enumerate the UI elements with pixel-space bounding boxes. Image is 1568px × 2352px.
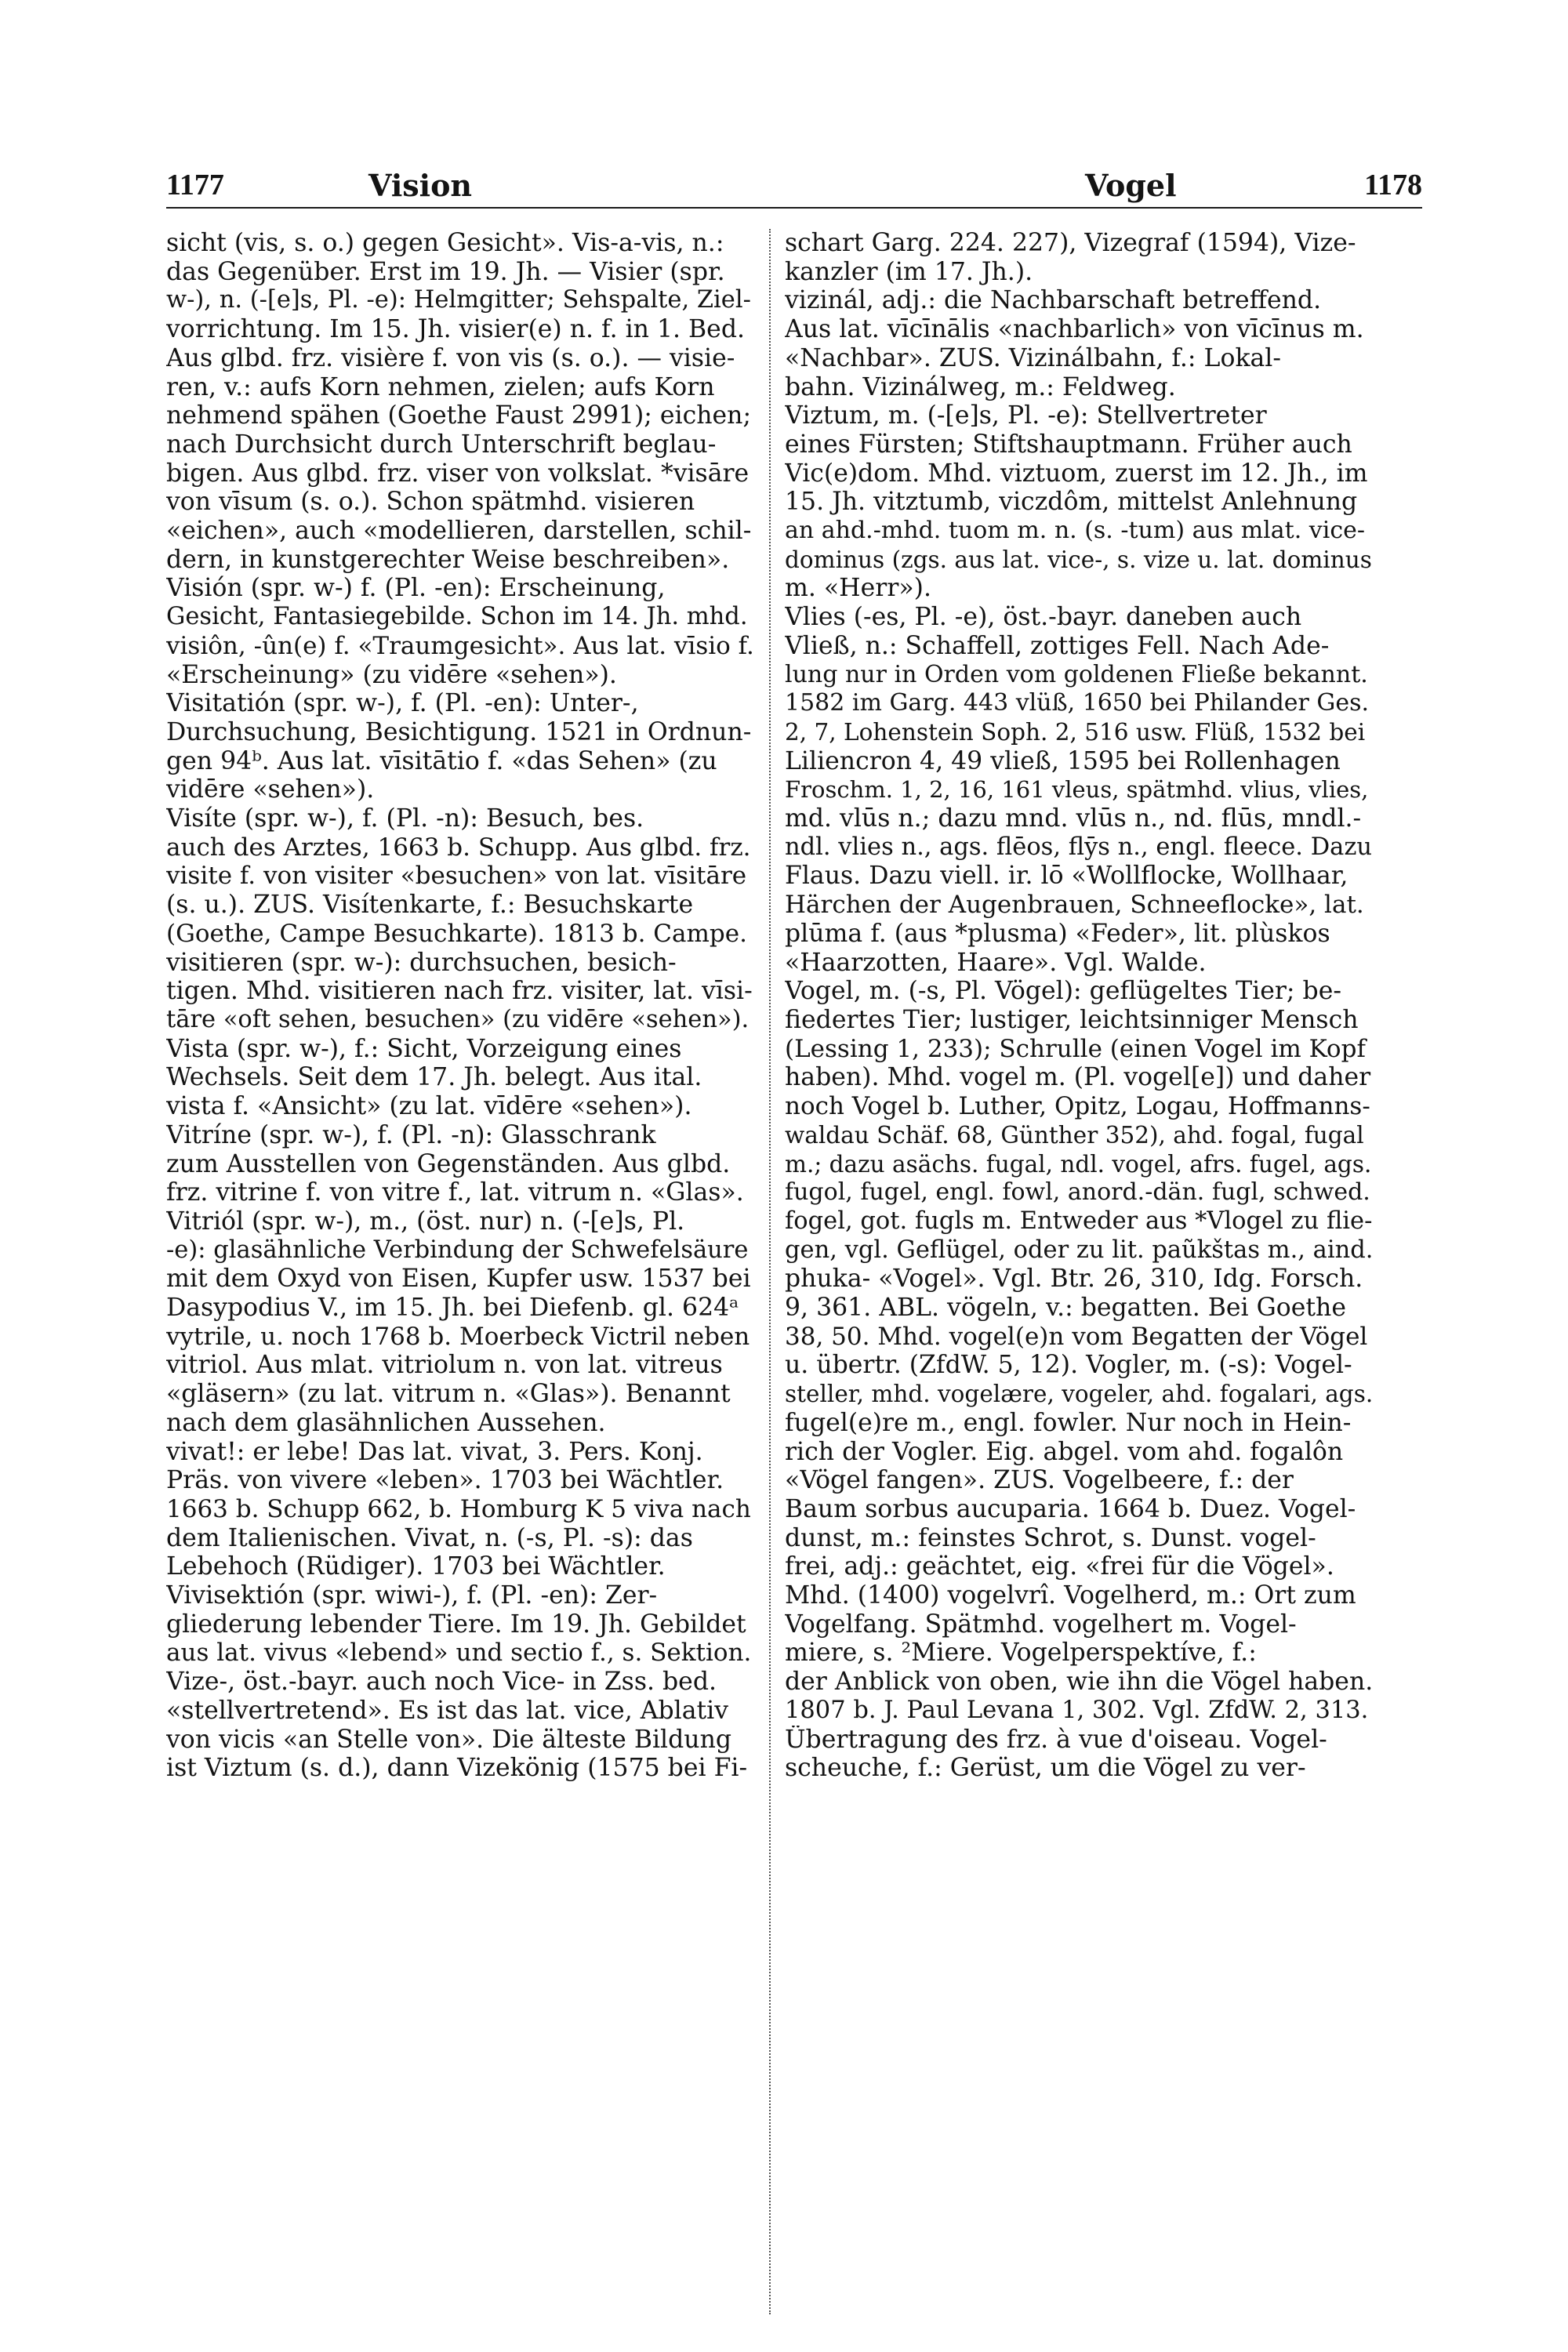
left-column-line: Vista (spr. w-), f.: Sicht, Vorzeigung eines	[166, 1034, 682, 1063]
left-column-line: Wechsels. Seit dem 17. Jh. belegt. Aus ital.	[166, 1063, 702, 1092]
left-column-line: -e): glasähnliche Verbindung der Schwefelsäure	[166, 1236, 749, 1264]
right-column-line: plūma f. (aus *plusma) «Feder», lit. plùskos	[785, 919, 1330, 948]
right-column-line: dunst, m.: feinstes Schrot, s. Dunst. vogel-	[785, 1523, 1316, 1552]
left-column-line: nach dem glasähnlichen Aussehen.	[166, 1408, 606, 1437]
right-column-line: gen, vgl. Geflügel, oder zu lit. paũkštas m., aind.	[785, 1236, 1373, 1264]
left-column-line: visiôn, -ûn(e) f. «Traumgesicht». Aus lat. vīsio f.	[166, 631, 754, 660]
left-column-line: vorrichtung. Im 15. Jh. visier(e) n. f. in 1. Bed.	[166, 315, 746, 344]
left-column-line: Vitriól (spr. w-), m., (öst. nur) n. (-[e]s, Pl.	[166, 1207, 685, 1236]
left-column-line: vista f. «Ansicht» (zu lat. vīdēre «sehen»).	[166, 1092, 692, 1121]
right-column-line: «Nachbar». ZUS. Vizinálbahn, f.: Lokal-	[785, 343, 1282, 372]
right-column-line: Übertragung des frz. à vue d'oiseau. Vogel-	[785, 1725, 1327, 1754]
right-column-line: Vließ, n.: Schaffell, zottiges Fell. Nach Ade-	[785, 631, 1330, 660]
left-page-number: 1177	[166, 169, 224, 201]
right-column-line: vizinál, adj.: die Nachbarschaft betreffend.	[785, 286, 1322, 315]
left-column-line: ren, v.: aufs Korn nehmen, zielen; aufs Korn	[166, 372, 715, 401]
right-column-line: waldau Schäf. 68, Günther 352), ahd. fogal, fugal	[785, 1121, 1364, 1149]
right-column-line: phuka- «Vogel». Vgl. Btr. 26, 310, Idg. Forsch.	[785, 1265, 1363, 1294]
right-column-line: Vogel, m. (-s, Pl. Vögel): geflügeltes Tier; be-	[785, 977, 1341, 1006]
left-column-line: von vicis «an Stelle von». Die älteste Bildung	[166, 1725, 732, 1754]
left-column-line: sicht (vis, s. o.) gegen Gesicht». Vis-a-vis, n.:	[166, 229, 724, 257]
right-column-line: frei, adj.: geächtet, eig. «frei für die Vögel».	[785, 1552, 1334, 1581]
left-column-line: aus lat. vivus «lebend» und sectio f., s. Sektion.	[166, 1639, 752, 1668]
right-column-line: 1807 b. J. Paul Levana 1, 302. Vgl. ZfdW. 2, 313.	[785, 1696, 1369, 1724]
left-column-line: nach Durchsicht durch Unterschrift beglau-	[166, 430, 717, 459]
left-column-line: «eichen», auch «modellieren, darstellen, schil-	[166, 517, 752, 546]
left-column-line: von vīsum (s. o.). Schon spätmhd. visieren	[166, 488, 695, 517]
left-column-line: frz. vitrine f. von vitre f., lat. vitrum n. «Glas».	[166, 1178, 744, 1207]
left-column-line: w-), n. (-[e]s, Pl. -e): Helmgitter; Sehspalte, Ziel-	[166, 286, 751, 314]
right-column-line: miere, s. ²Miere. Vogelperspektíve, f.:	[785, 1639, 1257, 1668]
left-column-line: Visión (spr. w-) f. (Pl. -en): Erscheinung,	[166, 574, 666, 603]
left-column-line: 1663 b. Schupp 662, b. Homburg K 5 viva nach	[166, 1494, 751, 1523]
left-column-line: Gesicht, Fantasiegebilde. Schon im 14. Jh. mhd.	[166, 603, 748, 631]
left-column-line: dem Italienischen. Vivat, n. (-s, Pl. -s): das	[166, 1523, 693, 1552]
right-column-line: m.; dazu asächs. fugal, ndl. vogel, afrs. fugel, ags.	[785, 1150, 1372, 1178]
left-column	[166, 229, 754, 1783]
right-column-line: an ahd.-mhd. tuom m. n. (s. -tum) aus mlat. vice-	[785, 517, 1366, 545]
right-column-line: Vlies (-es, Pl. -e), öst.-bayr. daneben auch	[785, 603, 1302, 632]
right-column-line: m. «Herr»).	[785, 574, 931, 603]
left-column-line: «stellvertretend». Es ist das lat. vice, Ablativ	[166, 1696, 729, 1725]
left-column-line: gen 94ᵇ. Aus lat. vīsitātio f. «das Sehen» (zu	[166, 746, 717, 775]
right-column-line: Liliencron 4, 49 vließ, 1595 bei Rollenhagen	[785, 746, 1341, 775]
right-column-line: Mhd. (1400) vogelvrî. Vogelherd, m.: Ort zum	[785, 1581, 1356, 1610]
left-column-line: Vivisektión (spr. wiwi-), f. (Pl. -en): Zer-	[166, 1581, 658, 1610]
right-column-line: 2, 7, Lohenstein Soph. 2, 516 usw. Flüß, 1532 bei	[785, 718, 1366, 746]
left-column-line: visitieren (spr. w-): durchsuchen, besich-	[166, 948, 677, 977]
right-column-line: u. übertr. (ZfdW. 5, 12). Vogler, m. (-s): Vogel-	[785, 1351, 1352, 1380]
left-column-line: Präs. von vivere «leben». 1703 bei Wächtler.	[166, 1466, 724, 1495]
left-column-line: das Gegenüber. Erst im 19. Jh. — Visier (spr.	[166, 257, 725, 286]
right-column-line: fiedertes Tier; lustiger, leichtsinniger Mensch	[785, 1005, 1359, 1034]
left-column-line: «Erscheinung» (zu vidēre «sehen»).	[166, 660, 617, 689]
right-column-line: bahn. Vizinálweg, m.: Feldweg.	[785, 372, 1176, 401]
right-column-line: (Lessing 1, 233); Schrulle (einen Vogel im Kopf	[785, 1034, 1366, 1063]
left-column-line: Dasypodius V., im 15. Jh. bei Diefenb. gl. 624ᵃ	[166, 1294, 739, 1323]
right-column-line: kanzler (im 17. Jh.).	[785, 257, 1033, 286]
right-guide-word: Vogel	[1085, 168, 1177, 203]
left-column-line: Vitríne (spr. w-), f. (Pl. -n): Glasschrank	[166, 1120, 656, 1149]
right-column-line: lung nur in Orden vom goldenen Fließe bekannt.	[785, 660, 1368, 688]
right-page-number: 1178	[1364, 169, 1422, 201]
left-column-line: vitriol. Aus mlat. vitriolum n. von lat. vitreus	[166, 1351, 723, 1380]
right-column-line: fugel(e)re m., engl. fowler. Nur noch in Hein-	[785, 1408, 1352, 1437]
left-column-line: vidēre «sehen»).	[166, 775, 375, 804]
right-column-line: md. vlūs n.; dazu mnd. vlūs n., nd. flūs, mndl.-	[785, 804, 1362, 833]
right-column-line: Vogelfang. Spätmhd. vogelhert m. Vogel-	[785, 1610, 1297, 1639]
right-column-line: «Haarzotten, Haare». Vgl. Walde.	[785, 948, 1207, 977]
right-column-line: rich der Vogler. Eig. abgel. vom ahd. fogalôn	[785, 1437, 1344, 1466]
left-column-line: Lebehoch (Rüdiger). 1703 bei Wächtler.	[166, 1552, 666, 1581]
left-column-line: Durchsuchung, Besichtigung. 1521 in Ordnun-	[166, 717, 752, 746]
left-column-line: dern, in kunstgerechter Weise beschreiben».	[166, 545, 730, 574]
right-column-line: haben). Mhd. vogel m. (Pl. vogel[e]) und daher	[785, 1063, 1371, 1092]
left-column-line: «gläsern» (zu lat. vitrum n. «Glas»). Benannt	[166, 1380, 731, 1409]
right-column	[785, 229, 1373, 1783]
left-column-line: (s. u.). ZUS. Visítenkarte, f.: Besuchskarte	[166, 891, 694, 920]
right-column-line: ndl. vlies n., ags. flēos, flȳs n., engl. fleece. Dazu	[785, 833, 1373, 861]
left-column-line: auch des Arztes, 1663 b. Schupp. Aus glbd. frz.	[166, 833, 751, 862]
left-column-line: tigen. Mhd. visitieren nach frz. visiter, lat. vīsi-	[166, 977, 753, 1006]
left-column-line: tāre «oft sehen, besuchen» (zu vidēre «sehen»).	[166, 1005, 750, 1033]
right-column-line: 38, 50. Mhd. vogel(e)n vom Begatten der Vögel	[785, 1322, 1368, 1351]
right-column-line: fugol, fugel, engl. fowl, anord.-dän. fugl, schwed.	[785, 1178, 1370, 1207]
right-column-line: Froschm. 1, 2, 16, 161 vleus, spätmhd. vlius, vlies,	[785, 776, 1369, 804]
left-column-line: bigen. Aus glbd. frz. viser von volkslat. *visāre	[166, 459, 750, 488]
right-column-line: Härchen der Augenbrauen, Schneeflocke», lat.	[785, 891, 1364, 920]
left-column-line: vivat!: er lebe! Das lat. vivat, 3. Pers. Konj.	[166, 1437, 703, 1466]
right-column-line: Vic(e)dom. Mhd. viztuom, zuerst im 12. Jh., im	[785, 459, 1368, 488]
right-column-line: 9, 361. ABL. vögeln, v.: begatten. Bei Goethe	[785, 1294, 1346, 1323]
left-column-line: vytrile, u. noch 1768 b. Moerbeck Victril neben	[166, 1322, 750, 1351]
column-divider	[769, 229, 771, 2314]
left-column-line: Aus glbd. frz. visière f. von vis (s. o.). — visie-	[166, 343, 735, 372]
left-guide-word: Vision	[368, 168, 473, 203]
left-column-line: ist Viztum (s. d.), dann Vizekönig (1575 bei Fi-	[166, 1754, 748, 1783]
right-column-line: 15. Jh. vitztumb, viczdôm, mittelst Anlehnung	[785, 488, 1358, 517]
left-column-line: Visitatión (spr. w-), f. (Pl. -en): Unter-,	[166, 689, 639, 718]
left-column-line: nehmend spähen (Goethe Faust 2991); eichen;	[166, 401, 752, 430]
right-column-line: noch Vogel b. Luther, Opitz, Logau, Hoffmanns-	[785, 1092, 1370, 1121]
left-column-line: Vize-, öst.-bayr. auch noch Vice- in Zss. bed.	[166, 1668, 717, 1697]
right-column-line: Baum sorbus aucuparia. 1664 b. Duez. Vogel-	[785, 1494, 1356, 1523]
right-column-line: dominus (zgs. aus lat. vice-, s. vize u. lat. dominus	[785, 546, 1372, 573]
left-column-line: (Goethe, Campe Besuchkarte). 1813 b. Campe.	[166, 919, 747, 948]
right-column-line: steller, mhd. vogelære, vogeler, ahd. fogalari, ags.	[785, 1381, 1373, 1408]
left-column-line: gliederung lebender Tiere. Im 19. Jh. Gebildet	[166, 1610, 746, 1639]
right-column-line: Viztum, m. (-[e]s, Pl. -e): Stellvertreter	[785, 401, 1267, 430]
left-column-line: zum Ausstellen von Gegenständen. Aus glbd.	[166, 1149, 731, 1178]
right-column-line: 1582 im Garg. 443 vlüß, 1650 bei Philander Ges.	[785, 689, 1370, 717]
page-header	[166, 163, 1422, 210]
left-column-line: mit dem Oxyd von Eisen, Kupfer usw. 1537 bei	[166, 1265, 751, 1294]
right-column-line: «Vögel fangen». ZUS. Vogelbeere, f.: der	[785, 1466, 1294, 1495]
right-column-line: Aus lat. vīcīnālis «nachbarlich» von vīcīnus m.	[785, 315, 1364, 344]
left-column-line: visite f. von visiter «besuchen» von lat. vīsitāre	[166, 862, 747, 891]
left-column-line: Visíte (spr. w-), f. (Pl. -n): Besuch, bes.	[166, 804, 644, 833]
header-rule	[166, 207, 1422, 209]
right-column-line: eines Fürsten; Stiftshauptmann. Früher auch	[785, 430, 1352, 459]
right-column-line: der Anblick von oben, wie ihn die Vögel haben.	[785, 1668, 1373, 1697]
right-column-line: scheuche, f.: Gerüst, um die Vögel zu ver-	[785, 1754, 1306, 1783]
right-column-line: schart Garg. 224. 227), Vizegraf (1594), Vize-	[785, 229, 1356, 257]
right-column-line: fogel, got. fugls m. Entweder aus *Vlogel zu flie-	[785, 1207, 1373, 1235]
right-column-line: Flaus. Dazu viell. ir. lō «Wollflocke, Wollhaar,	[785, 862, 1348, 891]
